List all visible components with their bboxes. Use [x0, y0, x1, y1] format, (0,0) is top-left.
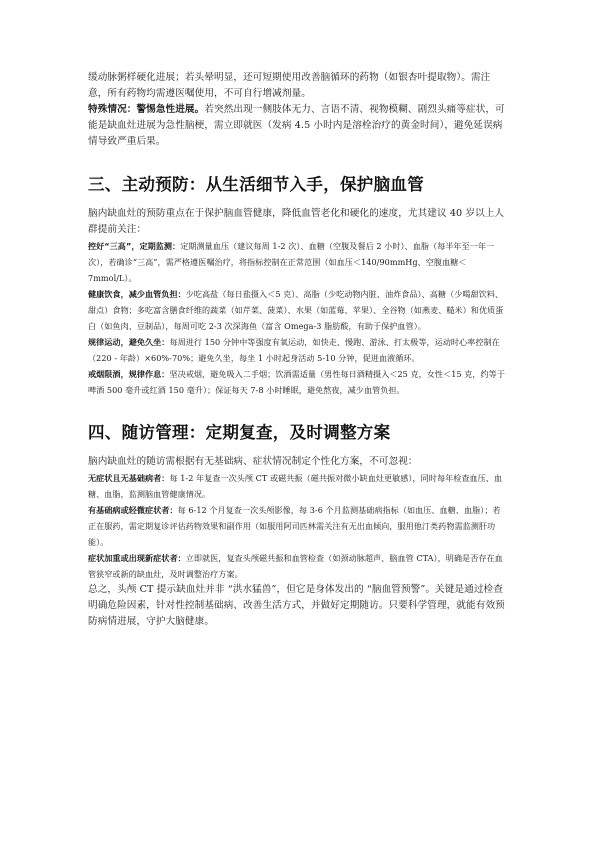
list-item	[88, 334, 508, 366]
item-text: 每周进行 150 分钟中等强度有氧运动，如快走、慢跑、游泳、打太极等，运动时心率控制在（220 - 年龄）×60%-70%；避免久坐，每坐 1 小时起身活动 5-10 分钟，促进血液循环。	[88, 337, 500, 363]
special-case-title: 特殊情况：警惕急性进展。	[88, 104, 205, 115]
item-title: 戒烟限酒，规律作息：	[88, 369, 170, 379]
special-case-text: 若突然出现一侧肢体无力、言语不清、视物模糊、剧烈头痛等症状，可能是缺血灶进展为急性脑梗，需立即就医（发病 4.5 小时内是溶栓治疗的黄金时间），避免延误病情导致严重后果。	[88, 104, 505, 147]
item-title: 控好“三高”，定期监测：	[88, 241, 181, 251]
list-item	[88, 502, 508, 550]
item-text: 立即就医，复查头颅磁共振和血管检查（如颈动脉超声、脑血管 CTA），明确是否存在血管狭窄或新的缺血灶，及时调整治疗方案。	[88, 553, 503, 579]
item-title: 健康饮食，减少血管负担：	[88, 289, 186, 299]
item-title: 规律运动，避免久坐：	[88, 337, 170, 347]
list-item	[88, 366, 508, 398]
intro-paragraph: 缓动脉粥样硬化进展；若头晕明显，还可短期使用改善脑循环的药物（如银杏叶提取物）。需注意，所有药物均需遵医嘱使用，不可自行增减剂量。	[88, 72, 491, 99]
section-3-lead: 脑内缺血灶的预防重点在于保护脑血管健康，降低血管老化和硬化的速度，尤其建议 40 岁以上人群提前关注：	[88, 208, 505, 235]
list-item	[88, 470, 508, 502]
summary-paragraph: 总之，头颅 CT 提示缺血灶并非 “洪水猛兽”，但它是身体发出的 “脑血管预警”。关键是通过检查明确危险因素，针对性控制基础病、改善生活方式，并做好定期随访。只要科学管理，就能有效预防病情进展，守护大脑健康。	[88, 584, 505, 627]
item-title: 症状加重或出现新症状者：	[88, 553, 186, 563]
item-text: 每 1-2 年复查一次头颅 CT 或磁共振（磁共振对微小缺血灶更敏感），同时每年检查血压、血糖、血脂，监测脑血管健康情况。	[88, 473, 503, 499]
section-4-heading: 四、随访管理：定期复查，及时调整方案	[88, 423, 391, 442]
item-title: 有基础病或轻微症状者：	[88, 505, 178, 515]
list-item	[88, 238, 508, 286]
section-3-heading: 三、主动预防：从生活细节入手，保护脑血管	[88, 175, 424, 194]
document-page	[88, 70, 508, 630]
item-title: 无症状且无基础病者：	[88, 473, 170, 483]
special-case-paragraph	[88, 102, 508, 150]
item-text: 坚决戒烟，避免吸入二手烟；饮酒需适量（男性每日酒精摄入＜25 克，女性＜15 克，约等于啤酒 500 毫升或红酒 150 毫升）；保证每天 7-8 小时睡眠，避免熬夜，减少血管负担。	[88, 369, 505, 395]
item-text: 每 6-12 个月复查一次头颅影像，每 3-6 个月监测基础病指标（如血压、血糖、血脂）；若正在服药，需定期复诊评估药物效果和副作用（如服用阿司匹林需关注有无出血倾向，服用他汀类药物需监测肝功能）。	[88, 505, 501, 547]
section-4-lead: 脑内缺血灶的随访需根据有无基础病、症状情况制定个性化方案，不可忽视：	[88, 456, 418, 467]
list-item	[88, 550, 508, 582]
item-text: 定期测量血压（建议每周 1-2 次）、血糖（空腹及餐后 2 小时）、血脂（每半年至一年一次），若确诊“三高”，需严格遵医嘱治疗，将指标控制在正常范围（如血压＜140/90mmHg、空腹血糖＜7mmol/L）。	[88, 241, 495, 283]
list-item	[88, 286, 508, 334]
item-text: 少吃高盐（每日盐摄入＜5 克）、高脂（少吃动物内脏、油炸食品）、高糖（少喝甜饮料、甜点）食物；多吃富含膳食纤维的蔬菜（如芹菜、菠菜）、水果（如蓝莓、苹果）、全谷物（如燕麦、糙米）和优质蛋白（如鱼肉、豆制品），每周可吃 2-3 次深海鱼（富含 Omega-3 脂肪酸，有助于保护血管）。	[88, 289, 504, 331]
